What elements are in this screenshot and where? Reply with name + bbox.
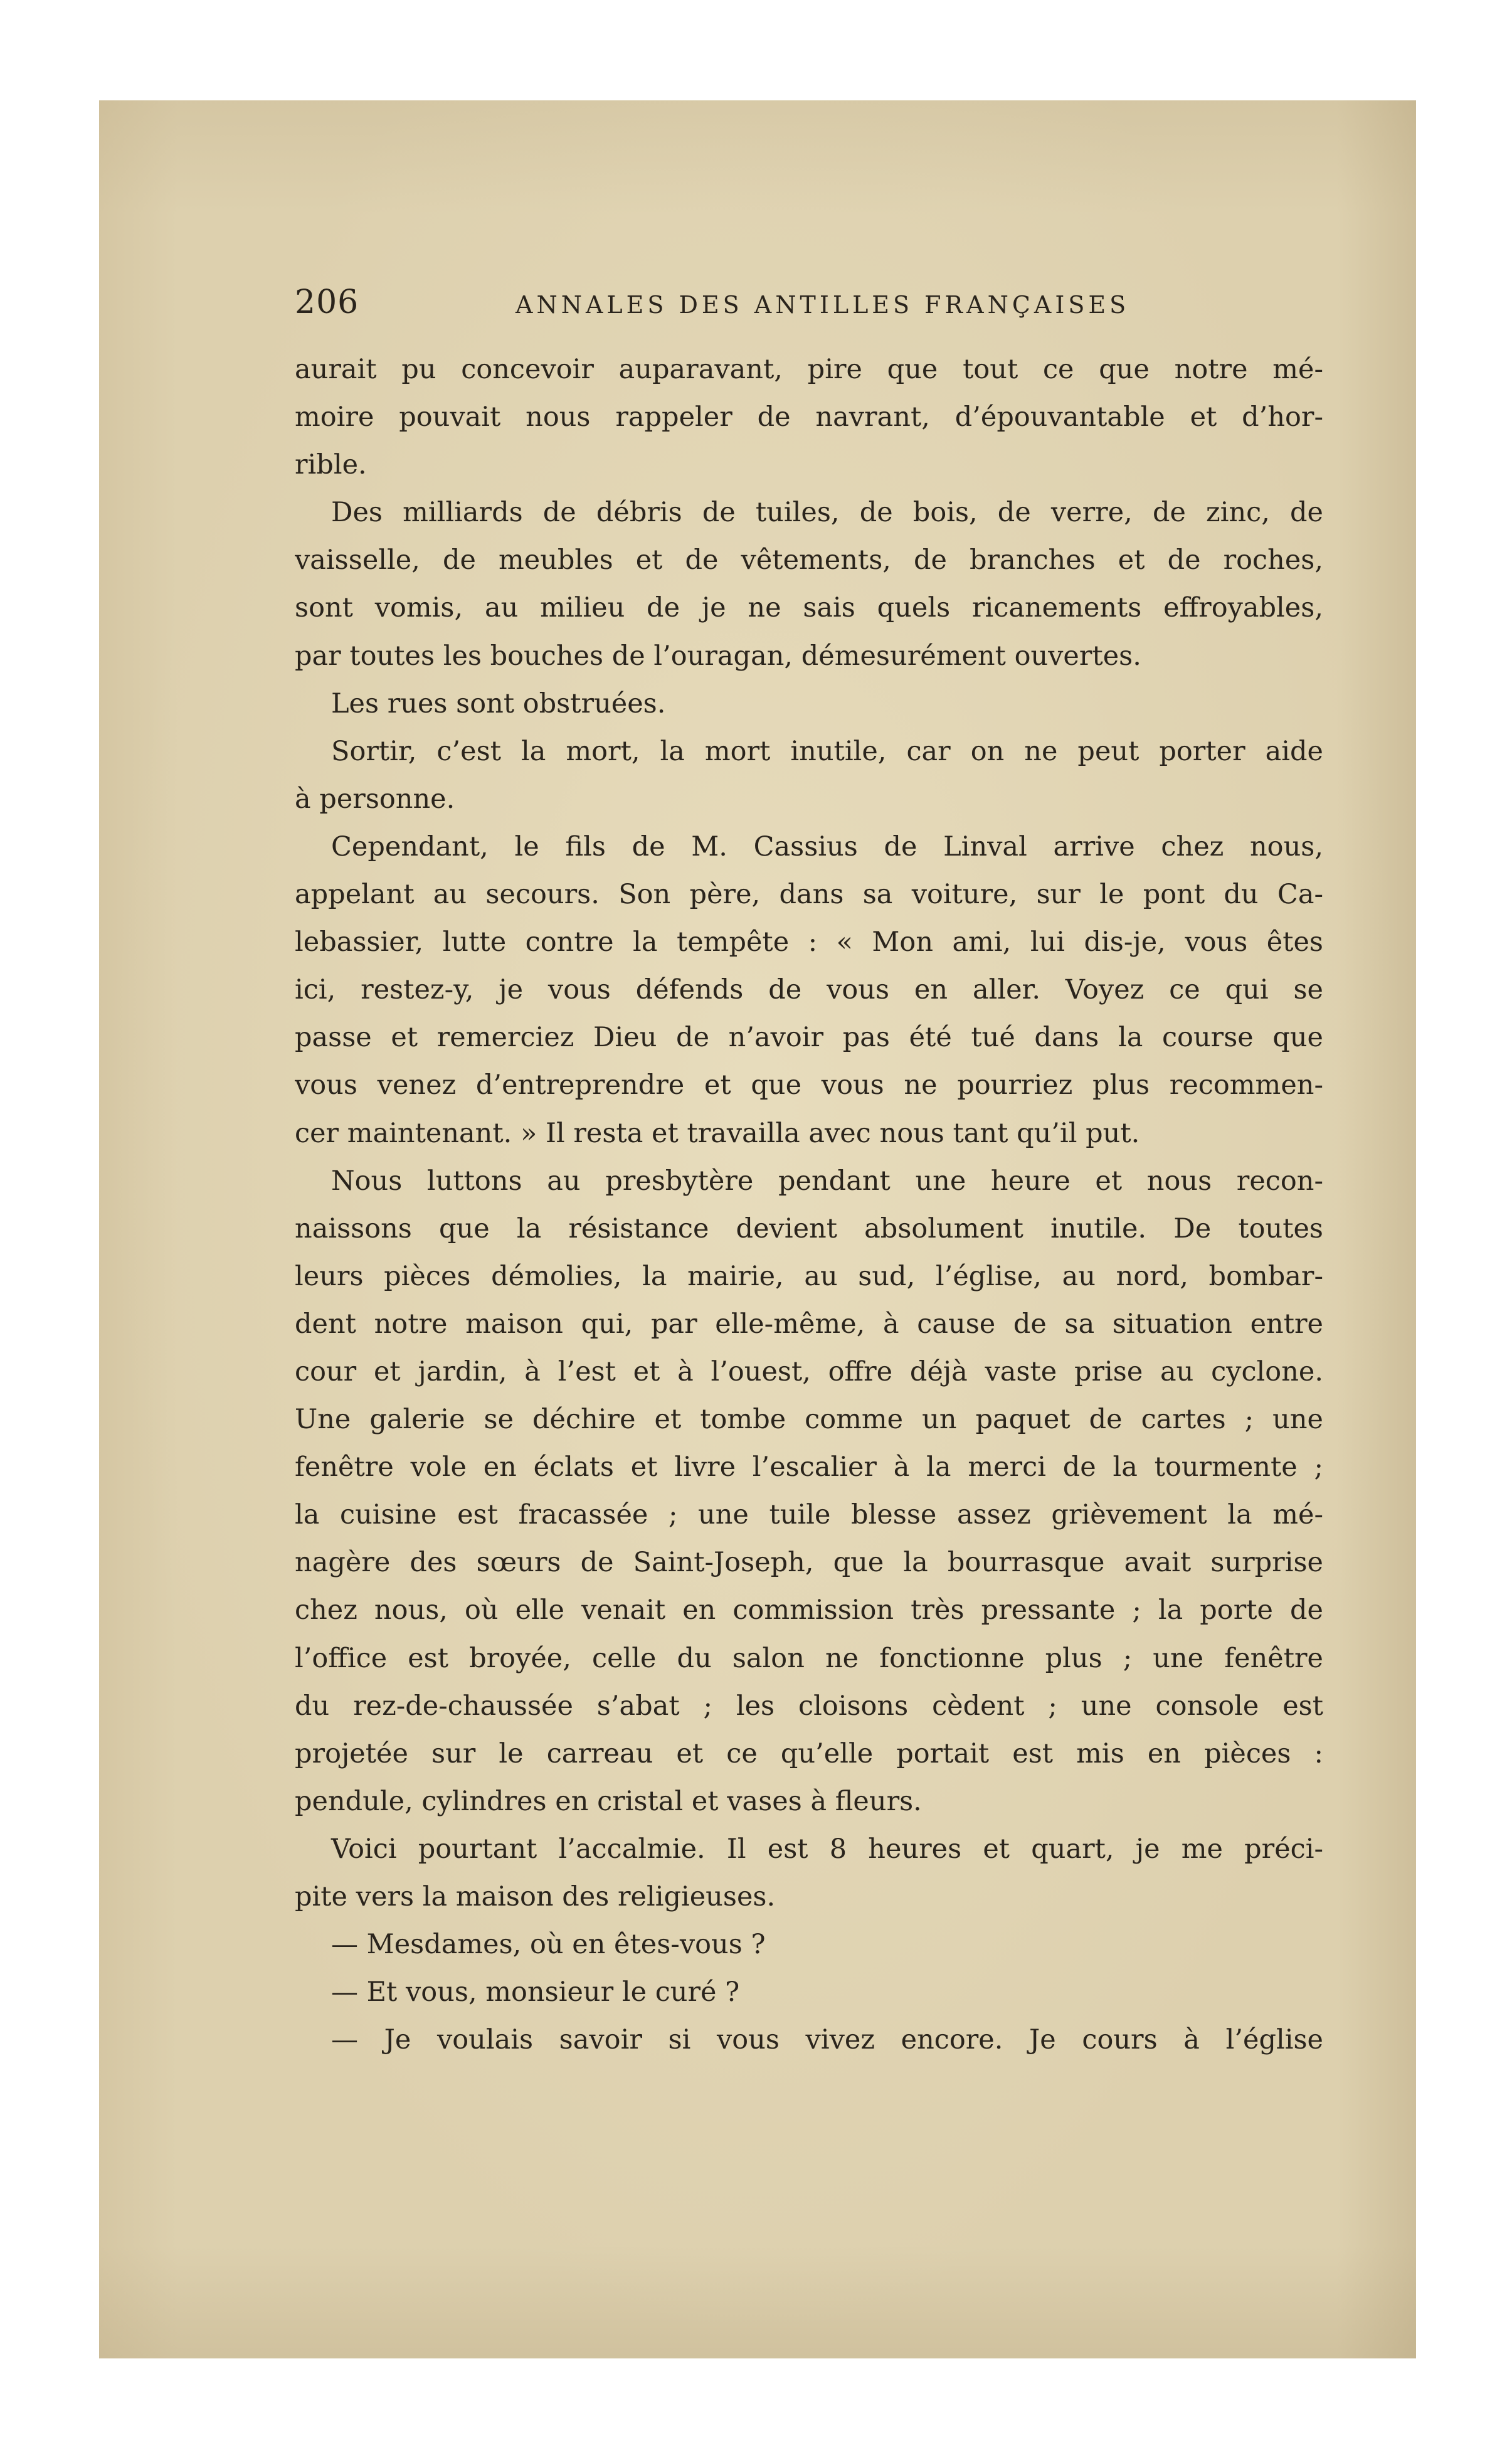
text-line: la cuisine est fracassée ; une tuile blesse assez grièvement la mé- bbox=[295, 1499, 1323, 1531]
running-title: ANNALES DES ANTILLES FRANÇAISES bbox=[515, 291, 1130, 319]
text-line: Des milliards de débris de tuiles, de bois, de verre, de zinc, de bbox=[331, 497, 1323, 529]
text-line: Une galerie se déchire et tombe comme un paquet de cartes ; une bbox=[295, 1404, 1323, 1436]
text-line: ici, restez-y, je vous défends de vous en aller. Voyez ce qui se bbox=[295, 974, 1323, 1006]
text-line: appelant au secours. Son père, dans sa voiture, sur le pont du Ca- bbox=[295, 879, 1323, 911]
text-line: lebassier, lutte contre la tempête : « Mon ami, lui dis-je, vous êtes bbox=[295, 926, 1323, 958]
text-line: par toutes les bouches de l’ouragan, démesurément ouvertes. bbox=[295, 640, 1141, 672]
text-line: vous venez d’entreprendre et que vous ne pourriez plus recommen- bbox=[295, 1069, 1323, 1101]
body-text bbox=[295, 346, 1323, 2064]
text-line: pendule, cylindres en cristal et vases à fleurs. bbox=[295, 1785, 922, 1817]
text-line: l’office est broyée, celle du salon ne fonctionne plus ; une fenêtre bbox=[295, 1642, 1323, 1674]
text-line: — Mesdames, où en êtes-vous ? bbox=[331, 1929, 766, 1961]
text-line: moire pouvait nous rappeler de navrant, d’épouvantable et d’hor- bbox=[295, 401, 1323, 433]
text-line: nagère des sœurs de Saint-Joseph, que la bourrasque avait surprise bbox=[295, 1547, 1323, 1579]
text-line: — Et vous, monsieur le curé ? bbox=[331, 1976, 740, 2008]
text-line: leurs pièces démolies, la mairie, au sud, l’église, au nord, bombar- bbox=[295, 1260, 1323, 1292]
text-line: — Je voulais savoir si vous vivez encore. Je cours à l’église bbox=[331, 2024, 1323, 2056]
text-line: Cependant, le fils de M. Cassius de Linval arrive chez nous, bbox=[331, 830, 1323, 862]
text-line: vaisselle, de meubles et de vêtements, de branches et de roches, bbox=[295, 544, 1323, 576]
page-number: 206 bbox=[295, 284, 359, 321]
text-line: dent notre maison qui, par elle-même, à cause de sa situation entre bbox=[295, 1308, 1323, 1340]
text-line: fenêtre vole en éclats et livre l’escalier à la merci de la tourmente ; bbox=[295, 1451, 1323, 1483]
text-line: cour et jardin, à l’est et à l’ouest, offre déjà vaste prise au cyclone. bbox=[295, 1355, 1323, 1387]
text-line: Sortir, c’est la mort, la mort inutile, car on ne peut porter aide bbox=[331, 735, 1323, 767]
text-line: pite vers la maison des religieuses. bbox=[295, 1881, 776, 1912]
text-line: Nous luttons au presbytère pendant une heure et nous recon- bbox=[331, 1165, 1323, 1197]
text-line: Voici pourtant l’accalmie. Il est 8 heures et quart, je me préci- bbox=[331, 1833, 1323, 1865]
text-line: passe et remerciez Dieu de n’avoir pas été tué dans la course que bbox=[295, 1022, 1323, 1054]
text-line: sont vomis, au milieu de je ne sais quels ricanements effroyables, bbox=[295, 592, 1323, 624]
text-line: cer maintenant. » Il resta et travailla avec nous tant qu’il put. bbox=[295, 1117, 1140, 1149]
text-line: aurait pu concevoir auparavant, pire que tout ce que notre mé- bbox=[295, 354, 1323, 385]
text-line: chez nous, où elle venait en commission très pressante ; la porte de bbox=[295, 1594, 1323, 1626]
text-line: à personne. bbox=[295, 783, 455, 815]
text-line: Les rues sont obstruées. bbox=[331, 687, 666, 719]
running-head bbox=[295, 284, 1323, 327]
text-line: rible. bbox=[295, 449, 367, 481]
text-line: naissons que la résistance devient absolument inutile. De toutes bbox=[295, 1212, 1323, 1244]
text-line: du rez-de-chaussée s’abat ; les cloisons cèdent ; une console est bbox=[295, 1690, 1323, 1722]
text-line: projetée sur le carreau et ce qu’elle portait est mis en pièces : bbox=[295, 1737, 1323, 1769]
